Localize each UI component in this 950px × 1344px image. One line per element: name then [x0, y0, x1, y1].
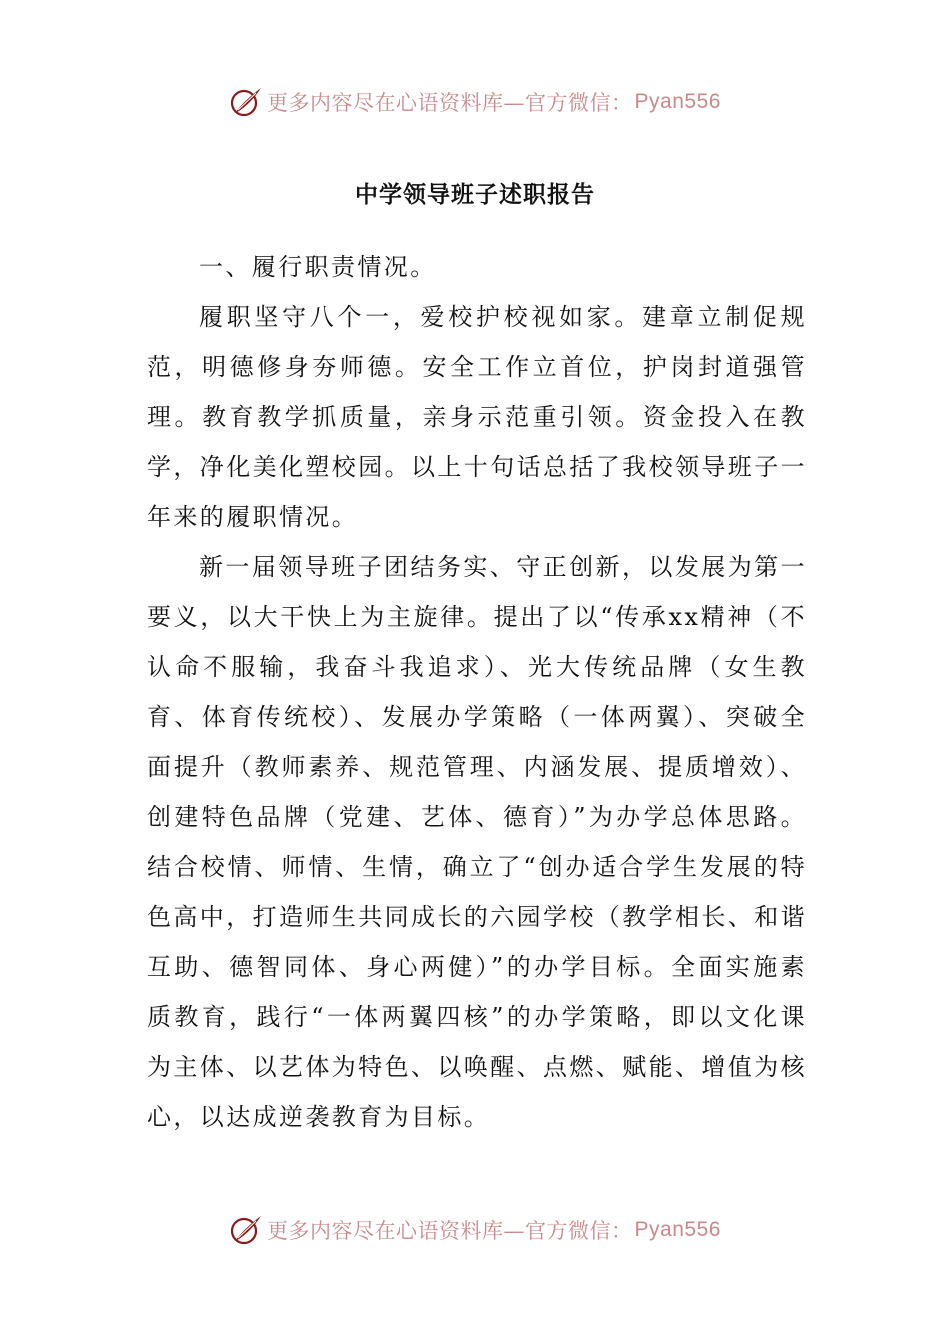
watermark-wechat-id: Pyan556	[634, 90, 721, 113]
quill-logo-icon	[229, 1213, 263, 1247]
header-watermark	[0, 82, 950, 122]
footer-watermark	[0, 1210, 950, 1250]
watermark-text: 更多内容尽在心语资料库—官方微信：	[267, 91, 633, 115]
body-paragraph: 新一届领导班子团结务实、守正创新，以发展为第一要义，以大干快上为主旋律。提出了以“传承xx精神（不认命不服输，我奋斗我追求）、光大传统品牌（女生教育、体育传统校）、发展办学策略（一体两翼）、突破全面提升（教师素养、规范管理、内涵发展、提质增效）、创建特色品牌（党建、艺体、德育）”为办学总体思路。结合校情、师情、生情，确立了“创办适合学生发展的特色高中，打造师生共同成长的六园学校（教学相长、和谐互助、德智同体、身心两健）”的办学目标。全面实施素质教育，践行“一体两翼四核”的办学策略，即以文化课为主体、以艺体为特色、以唤醒、点燃、赋能、增值为核心，以达成逆袭教育为目标。	[147, 553, 807, 1131]
document-title: 中学领导班子述职报告	[355, 181, 595, 208]
body-paragraph: 履职坚守八个一，爱校护校视如家。建章立制促规范，明德修身夯师德。安全工作立首位，护岗封道强管理。教育教学抓质量，亲身示范重引领。资金投入在教学，净化美化塑校园。以上十句话总括了我校领导班子一年来的履职情况。	[147, 303, 807, 531]
watermark-wechat-id: Pyan556	[634, 1218, 721, 1241]
document-body	[147, 242, 807, 1142]
section-heading: 一、履行职责情况。	[199, 253, 437, 281]
watermark-text: 更多内容尽在心语资料库—官方微信：	[267, 1219, 633, 1243]
quill-logo-icon	[229, 85, 263, 119]
